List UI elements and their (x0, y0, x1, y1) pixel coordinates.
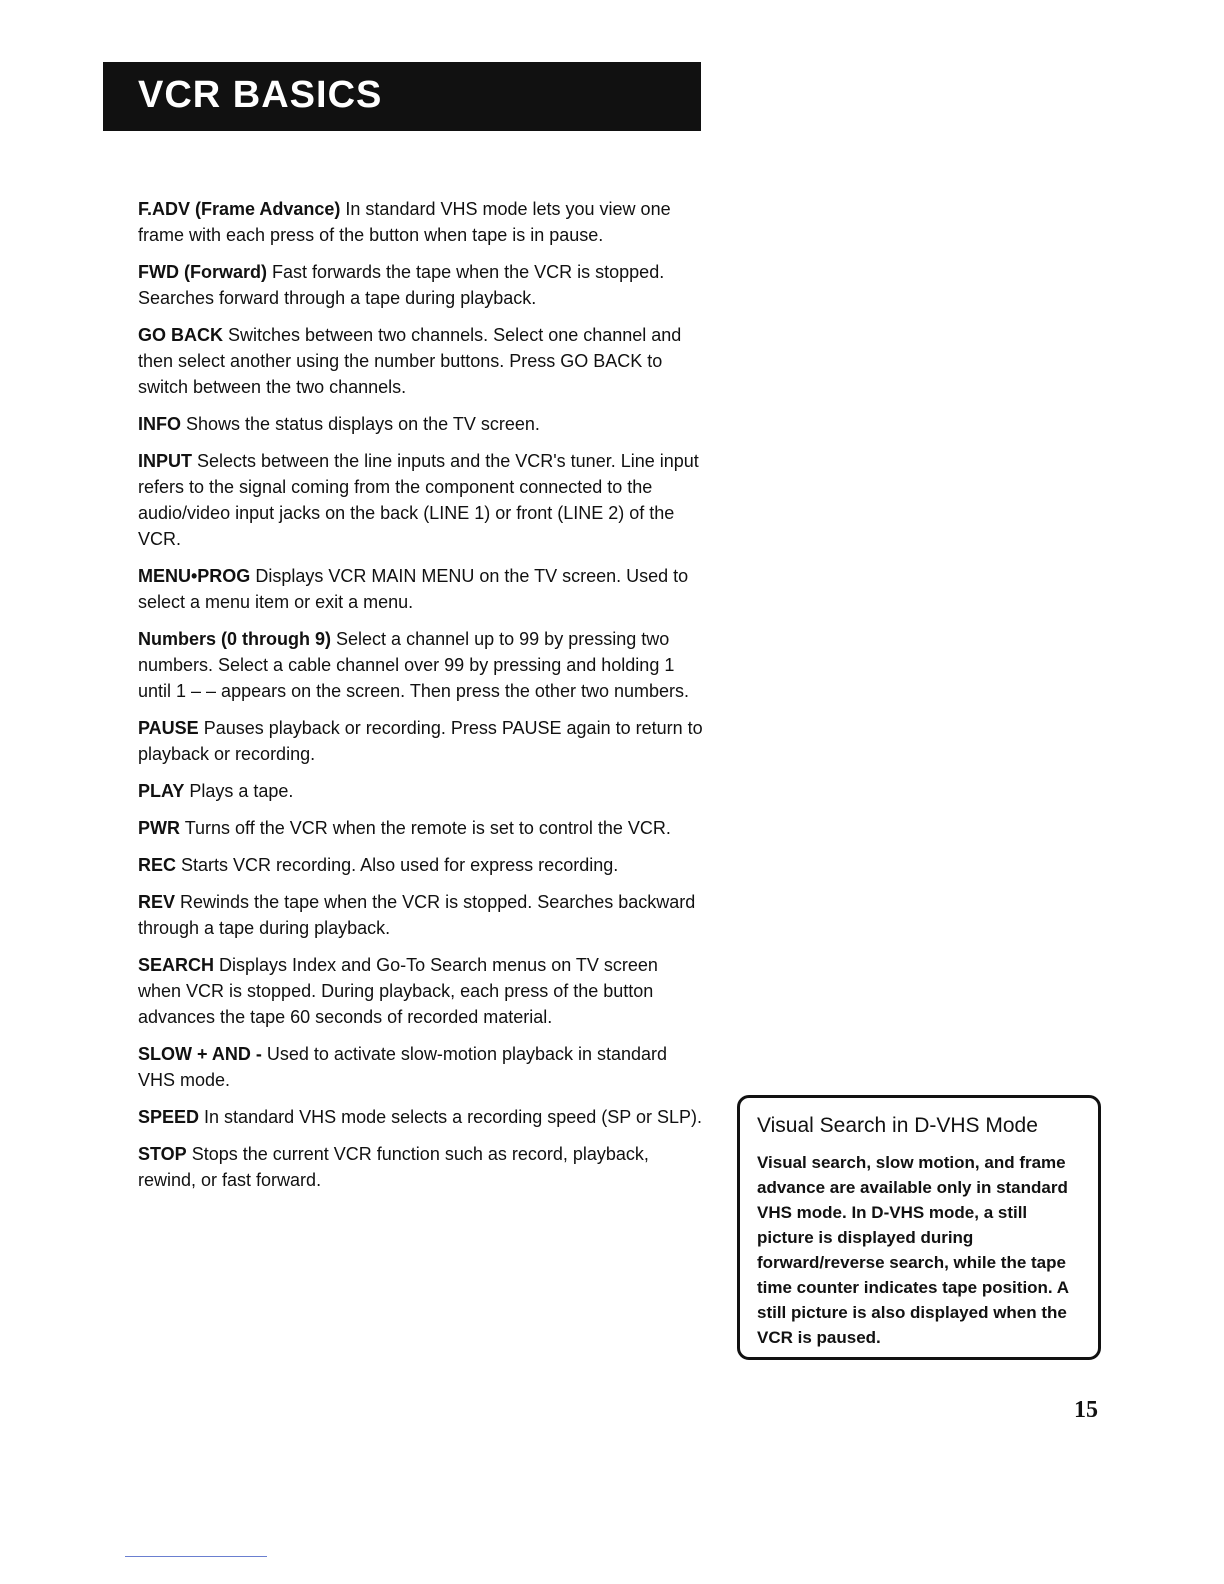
section-title: VCR BASICS (138, 74, 383, 116)
note-body: Visual search, slow motion, and frame advance are available only in standard VHS mode. In D-VHS mode, a still picture is displayed during forward/reverse search, while the tape time counter indicates tape position. A still picture is also displayed when the VCR is paused. (757, 1153, 1069, 1347)
entry-term: PWR (138, 818, 180, 838)
footer-rule (125, 1556, 267, 1557)
entry-text: Selects between the line inputs and the VCR's tuner. Line input refers to the signal coming from the component connected to the audio/video input jacks on the back (LINE 1) or front (LINE 2) of the VCR. (138, 451, 699, 549)
button-glossary (138, 196, 703, 1204)
entry-text: In standard VHS mode selects a recording speed (SP or SLP). (204, 1107, 702, 1127)
entry-text: Fast forwards the tape when the VCR is stopped. Searches forward through a tape during playback. (138, 262, 665, 308)
entry-term: INFO (138, 414, 181, 434)
entry-text: Stops the current VCR function such as record, playback, rewind, or fast forward. (138, 1144, 649, 1190)
entry-slow (138, 1041, 703, 1093)
entry-menu-prog (138, 563, 703, 615)
entry-play (138, 778, 703, 804)
entry-info (138, 411, 703, 437)
entry-term: SPEED (138, 1107, 200, 1127)
entry-term: GO BACK (138, 325, 223, 345)
note-box (737, 1095, 1101, 1360)
entry-fadv (138, 196, 703, 248)
entry-go-back (138, 322, 703, 400)
entry-stop (138, 1141, 703, 1193)
entry-pwr (138, 815, 703, 841)
entry-text: Displays Index and Go-To Search menus on TV screen when VCR is stopped. During playback, each press of the button advances the tape 60 seconds of recorded material. (138, 955, 658, 1027)
entry-input (138, 448, 703, 552)
entry-text: Pauses playback or recording. Press PAUSE again to return to playback or recording. (138, 718, 703, 764)
entry-numbers (138, 626, 703, 704)
section-header-bar (103, 62, 701, 131)
entry-text: Used to activate slow-motion playback in standard VHS mode. (138, 1044, 668, 1090)
entry-term: FWD (Forward) (138, 262, 267, 282)
note-title: Visual Search in D-VHS Mode (757, 1114, 1038, 1137)
entry-term: SLOW + AND - (138, 1044, 262, 1064)
entry-term: F.ADV (Frame Advance) (138, 199, 341, 219)
entry-text: Plays a tape. (189, 781, 294, 801)
entry-search (138, 952, 703, 1030)
entry-term: PAUSE (138, 718, 199, 738)
entry-term: PLAY (138, 781, 185, 801)
entry-term: STOP (138, 1144, 187, 1164)
page-number: 15 (1074, 1397, 1098, 1423)
entry-rec (138, 852, 703, 878)
entry-text: Displays VCR MAIN MENU on the TV screen. Used to select a menu item or exit a menu. (138, 566, 689, 612)
entry-term: SEARCH (138, 955, 215, 975)
entry-pause (138, 715, 703, 767)
entry-rev (138, 889, 703, 941)
entry-text: Select a channel up to 99 by pressing two numbers. Select a cable channel over 99 by pressing and holding 1 until 1 – – appears on the screen. Then press the other two numbers. (138, 629, 689, 701)
entry-text: In standard VHS mode lets you view one frame with each press of the button when tape is in pause. (138, 199, 671, 245)
entry-term: REV (138, 892, 176, 912)
entry-term: Numbers (0 through 9) (138, 629, 332, 649)
entry-term: REC (138, 855, 177, 875)
entry-text: Shows the status displays on the TV screen. (186, 414, 540, 434)
entry-text: Starts VCR recording. Also used for express recording. (181, 855, 619, 875)
entry-text: Turns off the VCR when the remote is set to control the VCR. (184, 818, 671, 838)
entry-text: Switches between two channels. Select one channel and then select another using the number buttons. Press GO BACK to switch between the two channels. (138, 325, 682, 397)
entry-text: Rewinds the tape when the VCR is stopped. Searches backward through a tape during playback. (138, 892, 696, 938)
entry-fwd (138, 259, 703, 311)
entry-speed (138, 1104, 703, 1130)
entry-term: INPUT (138, 451, 192, 471)
entry-term: MENU•PROG (138, 566, 251, 586)
